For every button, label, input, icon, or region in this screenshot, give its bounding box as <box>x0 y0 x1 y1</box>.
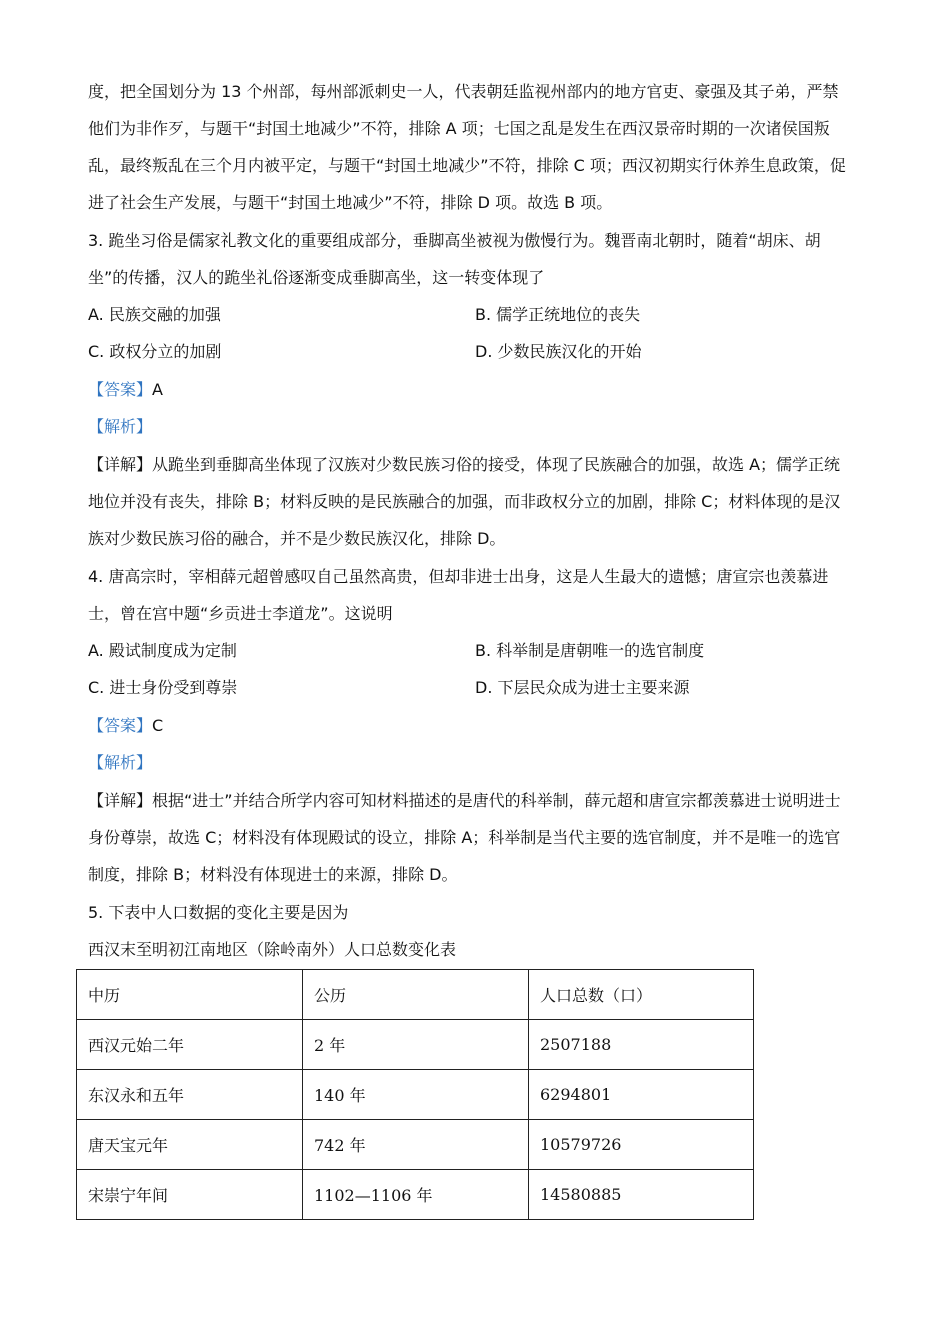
table-header-cell: 人口总数（口） <box>529 970 754 1020</box>
table-row <box>77 1070 754 1120</box>
q4-answer <box>88 715 163 737</box>
table-header-row <box>77 970 754 1020</box>
table-cell: 2 年 <box>303 1020 529 1070</box>
table-header-cell: 公历 <box>303 970 529 1020</box>
detail-label: 【详解】 <box>88 791 153 810</box>
answer-label: 【答案】 <box>88 716 153 735</box>
q3-option-a: A. 民族交融的加强 <box>88 305 221 324</box>
q3-detail-line: 地位并没有丧失，排除 B；材料反映的是民族融合的加强，而非政权分立的加剧，排除 C；材料体现的是汉 <box>88 492 841 511</box>
answer-value: A <box>152 380 163 399</box>
answer-value: C <box>152 716 164 735</box>
table-cell: 10579726 <box>529 1120 754 1170</box>
q3-detail-line: 族对少数民族习俗的融合，并不是少数民族汉化，排除 D。 <box>88 529 506 548</box>
q3-analysis-label: 【解析】 <box>88 417 153 436</box>
paragraph-line: 进了社会生产发展，与题干“封国土地减少”不符，排除 D 项。故选 B 项。 <box>88 193 613 212</box>
population-table <box>76 969 754 1220</box>
table-cell: 2507188 <box>529 1020 754 1070</box>
table-row <box>77 1020 754 1070</box>
question-4-stem: 士，曾在宫中题“乡贡进士李道龙”。这说明 <box>88 604 393 623</box>
table-cell: 1102—1106 年 <box>303 1170 529 1220</box>
table-cell: 西汉元始二年 <box>77 1020 303 1070</box>
q4-detail-line: 制度，排除 B；材料没有体现进士的来源，排除 D。 <box>88 865 458 884</box>
table-cell: 宋崇宁年间 <box>77 1170 303 1220</box>
table-header-cell: 中历 <box>77 970 303 1020</box>
paragraph-line: 乱，最终叛乱在三个月内被平定，与题干“封国土地减少”不符，排除 C 项；西汉初期实行休养生息政策，促 <box>88 156 846 175</box>
paragraph-line: 度，把全国划分为 13 个州部，每州部派刺史一人，代表朝廷监视州部内的地方官吏、豪强及其子弟，严禁 <box>88 82 839 101</box>
answer-label: 【答案】 <box>88 380 153 399</box>
table-cell: 6294801 <box>529 1070 754 1120</box>
table-cell: 唐天宝元年 <box>77 1120 303 1170</box>
q4-detail-line: 身份尊崇，故选 C；材料没有体现殿试的设立，排除 A；科举制是当代主要的选官制度，并不是唯一的选官 <box>88 828 841 847</box>
table-cell: 140 年 <box>303 1070 529 1120</box>
q4-option-c: C. 进士身份受到尊崇 <box>88 678 238 697</box>
table-row <box>77 1120 754 1170</box>
detail-label: 【详解】 <box>88 455 153 474</box>
q3-option-b: B. 儒学正统地位的丧失 <box>475 305 641 324</box>
q4-option-a: A. 殿试制度成为定制 <box>88 641 237 660</box>
paragraph-line: 他们为非作歹，与题干“封国土地减少”不符，排除 A 项；七国之乱是发生在西汉景帝时期的一次诸侯国叛 <box>88 119 830 138</box>
question-3-stem: 3. 跪坐习俗是儒家礼教文化的重要组成部分，垂脚高坐被视为傲慢行为。魏晋南北朝时，随着“胡床、胡 <box>88 231 821 250</box>
q4-analysis-label: 【解析】 <box>88 753 153 772</box>
q4-detail <box>88 790 841 812</box>
question-3-stem: 坐”的传播，汉人的跪坐礼俗逐渐变成垂脚高坐，这一转变体现了 <box>88 268 545 287</box>
detail-text: 从跪坐到垂脚高坐体现了汉族对少数民族习俗的接受，体现了民族融合的加强，故选 A；儒学正统 <box>152 455 841 474</box>
q3-detail <box>88 454 840 476</box>
table-cell: 742 年 <box>303 1120 529 1170</box>
question-5-stem: 5. 下表中人口数据的变化主要是因为 <box>88 903 349 922</box>
question-4-stem: 4. 唐高宗时，宰相薛元超曾感叹自己虽然高贵，但却非进士出身，这是人生最大的遗憾；唐宣宗也羡慕进 <box>88 567 829 586</box>
q3-option-c: C. 政权分立的加剧 <box>88 342 222 361</box>
detail-text: 根据“进士”并结合所学内容可知材料描述的是唐代的科举制，薛元超和唐宣宗都羡慕进士说明进士 <box>152 791 841 810</box>
table-title: 西汉末至明初江南地区（除岭南外）人口总数变化表 <box>88 940 457 959</box>
q3-option-d: D. 少数民族汉化的开始 <box>475 342 642 361</box>
q4-option-d: D. 下层民众成为进士主要来源 <box>475 678 690 697</box>
table-cell: 14580885 <box>529 1170 754 1220</box>
q4-option-b: B. 科举制是唐朝唯一的选官制度 <box>475 641 705 660</box>
table-row <box>77 1170 754 1220</box>
table-cell: 东汉永和五年 <box>77 1070 303 1120</box>
q3-answer <box>88 379 163 401</box>
